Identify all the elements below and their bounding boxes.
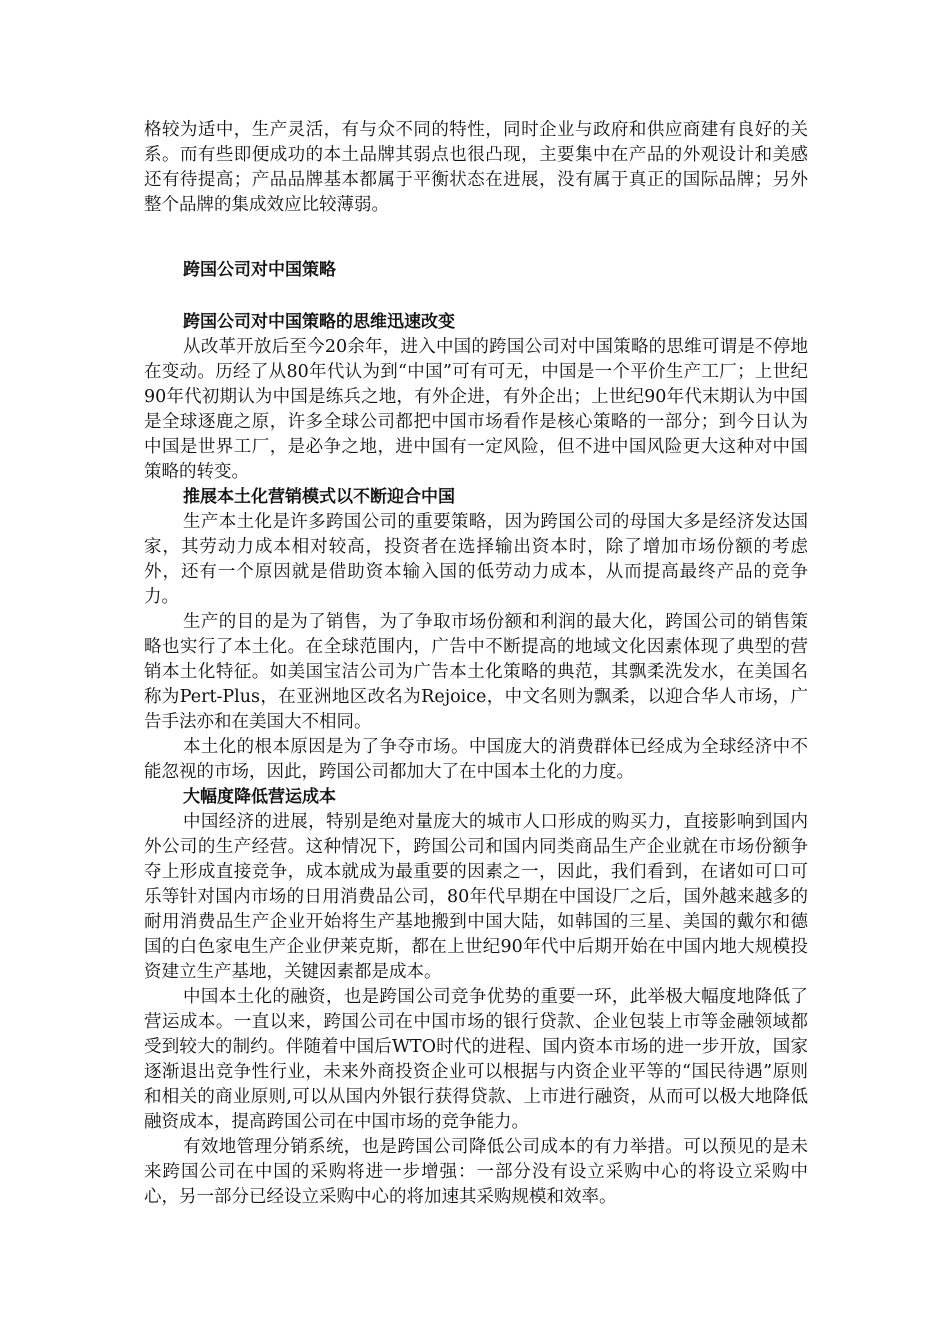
document-body bbox=[144, 118, 808, 1210]
section-gap bbox=[144, 218, 808, 258]
body-paragraph: 本土化的根本原因是为了争夺市场。中国庞大的消费群体已经成为全球经济中不能忽视的市场，因此，跨国公司都加大了在中国本土化的力度。 bbox=[144, 737, 808, 782]
body-paragraph: 从改革开放后至今20余年，进入中国的跨国公司对中国策略的思维可谓是不停地在变动。历经了从80年代认为到“中国”可有可无，中国是一个平价生产工厂；上世纪90年代初期认为中国是练兵之地，有外企进，有外企出；上世纪90年代末期认为中国是全球逐鹿之原，许多全球公司都把中国市场看作是核心策略的一部分；到今日认为中国是世界工厂，是必争之地，进中国有一定风险，但不进中国风险更大这种对中国策略的转变。 bbox=[144, 337, 808, 482]
subsection-heading-localization: 推展本土化营销模式以不断迎合中国 bbox=[183, 487, 455, 507]
body-paragraph: 生产本土化是许多跨国公司的重要策略，因为跨国公司的母国大多是经济发达国家，其劳动力成本相对较高，投资者在选择输出资本时，除了增加市场份额的考虑外，还有一个原因就是借助资本输入国的低劳动力成本，从而提高最终产品的竞争力。 bbox=[144, 512, 808, 607]
subsection-heading-strategy-shift: 跨国公司对中国策略的思维迅速改变 bbox=[183, 312, 455, 332]
section-gap bbox=[144, 283, 808, 310]
body-paragraph: 有效地管理分销系统，也是跨国公司降低公司成本的有力举措。可以预见的是未来跨国公司在中国的采购将进一步增强：一部分没有设立采购中心的将设立采购中心，另一部分已经设立采购中心的将加速其采购规模和效率。 bbox=[144, 1137, 808, 1207]
body-paragraph: 生产的目的是为了销售，为了争取市场份额和利润的最大化，跨国公司的销售策略也实行了本土化。在全球范围内，广告中不断提高的地域文化因素体现了典型的营销本土化特征。如美国宝洁公司为广告本土化策略的典范，其飘柔洗发水，在美国名称为Pert-Plus，在亚洲地区改名为Rejoice，中文名则为飘柔，以迎合华人市场，广告手法亦和在美国大不相同。 bbox=[144, 612, 808, 732]
section-title: 跨国公司对中国策略 bbox=[183, 260, 336, 280]
intro-paragraph: 格较为适中，生产灵活，有与众不同的特性，同时企业与政府和供应商建有良好的关系。而有些即便成功的本土品牌其弱点也很凸现，主要集中在产品的外观设计和美感还有待提高；产品品牌基本都属于平衡状态在进展，没有属于真正的国际品牌；另外整个品牌的集成效应比较薄弱。 bbox=[144, 120, 808, 215]
body-paragraph: 中国本土化的融资，也是跨国公司竞争优势的重要一环，此举极大幅度地降低了营运成本。一直以来，跨国公司在中国市场的银行贷款、企业包装上市等金融领域都受到较大的制约。伴随着中国后WTO时代的进程、国内资本市场的进一步开放，国家逐渐退出竞争性行业，未来外商投资企业可以根据与内资企业平等的“国民待遇”原则和相关的商业原则,可以从国内外银行获得贷款、上市进行融资，从而可以极大地降低融资成本，提高跨国公司在中国市场的竞争能力。 bbox=[144, 987, 808, 1132]
body-paragraph: 中国经济的进展，特别是绝对量庞大的城市人口形成的购买力，直接影响到国内外公司的生产经营。这种情况下，跨国公司和国内同类商品生产企业就在市场份额争夺上形成直接竞争，成本就成为最重要的因素之一，因此，我们看到，在诸如可口可乐等针对国内市场的日用消费品公司，80年代早期在中国设厂之后，国外越来越多的耐用消费品生产企业开始将生产基地搬到中国大陆，如韩国的三星、美国的戴尔和德国的白色家电生产企业伊莱克斯，都在上世纪90年代中后期开始在中国内地大规模投资建立生产基地，关键因素都是成本。 bbox=[144, 812, 808, 982]
subsection-heading-cost-reduction: 大幅度降低营运成本 bbox=[183, 787, 336, 807]
